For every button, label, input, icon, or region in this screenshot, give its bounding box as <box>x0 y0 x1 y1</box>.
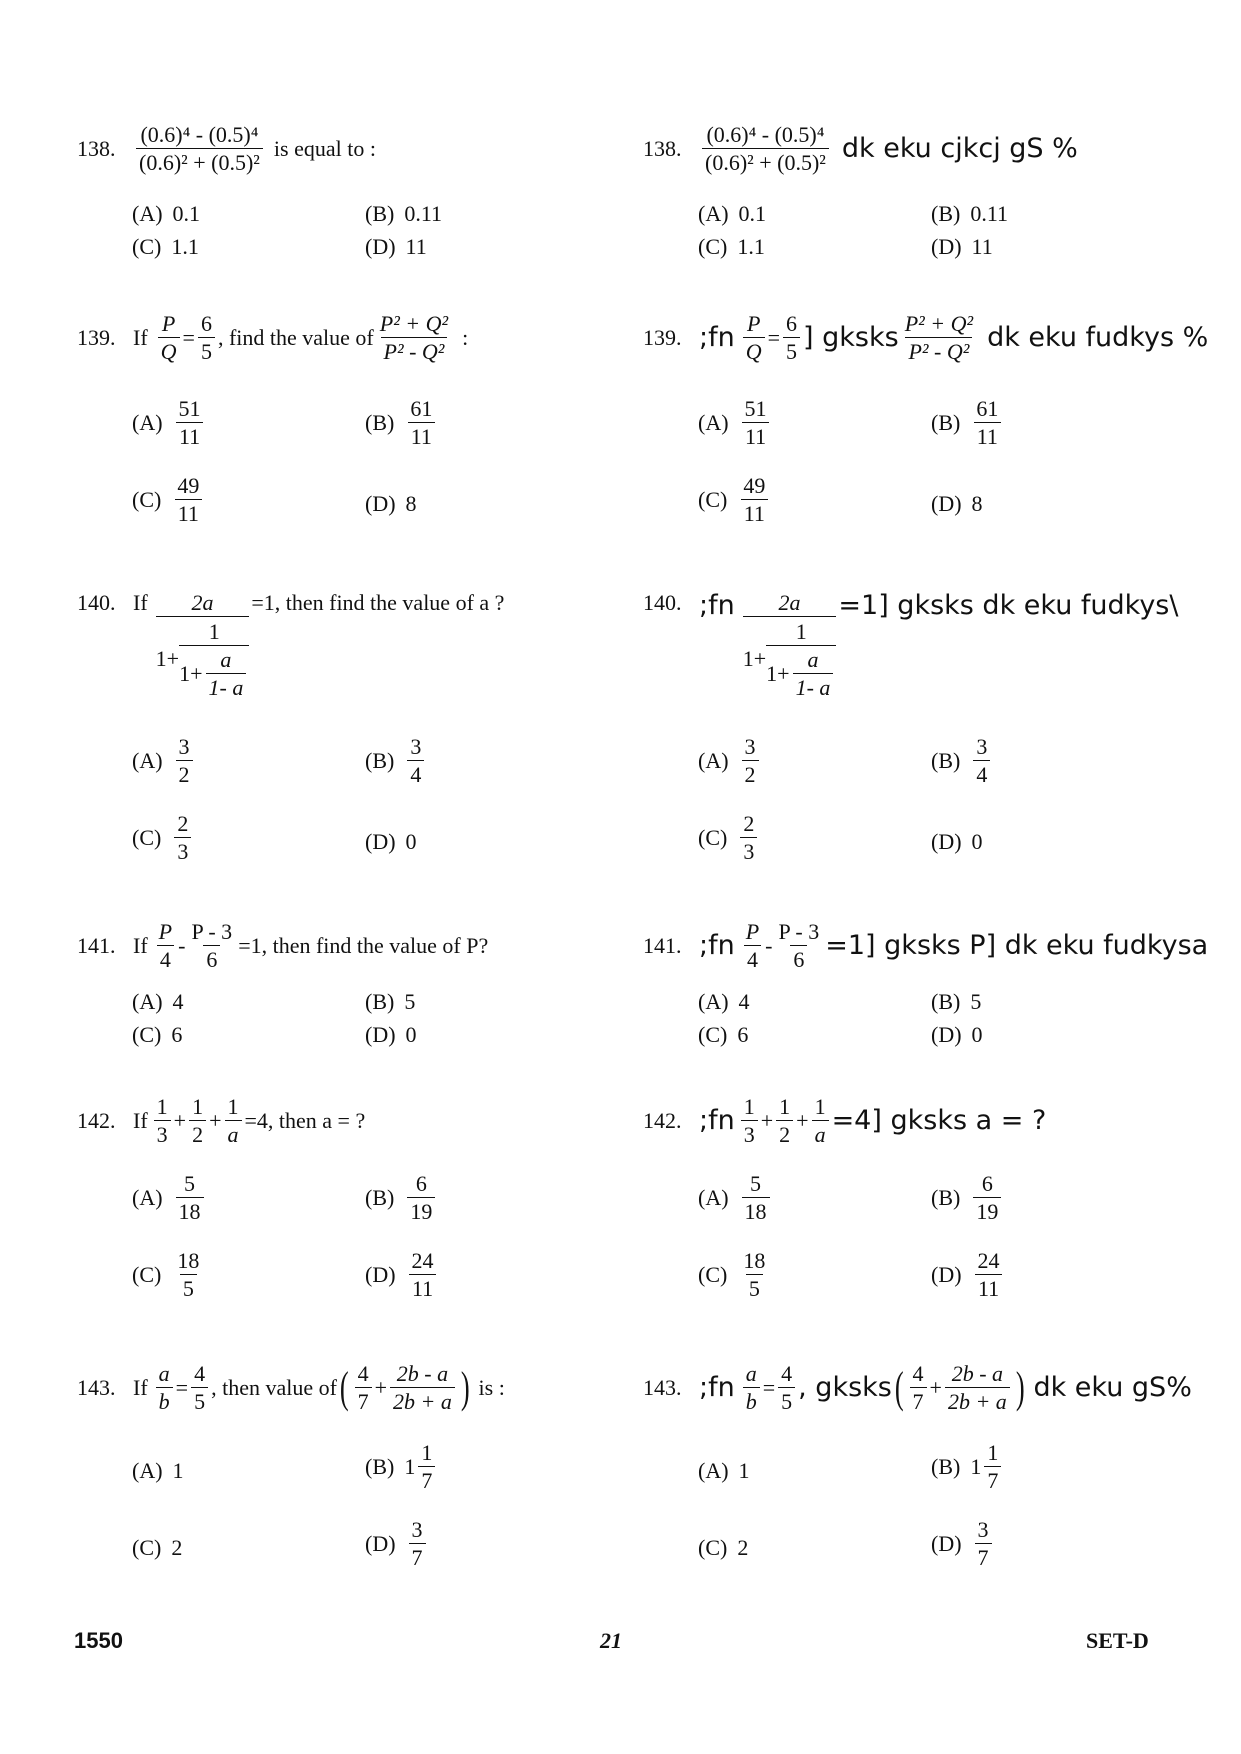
option-b[interactable]: (B) 5 <box>931 989 982 1014</box>
option-b[interactable]: (B) $\frac{61}{11}$ <box>365 397 438 448</box>
question-stem: 142. ;fn $\frac{1}{3}$ + $\frac{1}{2}$ + $\frac{1}{a}$ =4] gksks a = ? <box>643 1094 1047 1148</box>
option-c[interactable]: (C) 2 <box>698 1535 749 1560</box>
option-b[interactable]: (B) $\frac{6}{19}$ <box>931 1172 1004 1223</box>
option-d[interactable]: (D) $\frac{3}{7}$ <box>931 1518 995 1569</box>
option-d[interactable]: (D) 0 <box>365 1022 417 1047</box>
option-d[interactable]: (D) $\frac{3}{7}$ <box>365 1518 429 1569</box>
question-text: is equal to : <box>273 135 376 161</box>
option-c[interactable]: (C) 1.1 <box>698 234 765 259</box>
question-number: 139. <box>643 324 682 350</box>
option-a[interactable]: (A) 1 <box>698 1458 750 1483</box>
option-b[interactable]: (B) $\frac{3}{4}$ <box>931 735 993 786</box>
question-number: 140. <box>643 590 682 615</box>
question-number: 141. <box>643 932 682 958</box>
paper-code: 1550 <box>74 1628 123 1653</box>
page-number: 21 <box>600 1628 622 1653</box>
question-stem: 143. ;fn $\frac{a}{b}$ = $\frac{4}{5}$ , gksks ( $\frac{4}{7}$ + $\frac{2b - a}{2b + a}$ ) dk eku gS% <box>643 1361 1192 1415</box>
question-number: 142. <box>643 1107 682 1133</box>
option-d[interactable]: (D) $\frac{24}{11}$ <box>931 1249 1006 1300</box>
question-number: 142. <box>77 1107 116 1133</box>
option-c[interactable]: (C) 6 <box>698 1022 749 1047</box>
question-number: 139. <box>77 324 116 350</box>
option-d[interactable]: (D) 0 <box>931 829 983 854</box>
option-a[interactable]: (A) 1 <box>132 1458 184 1483</box>
question-stem: 139. ;fn $\frac{P}{Q}$ = $\frac{6}{5}$ ] gksks $\frac{\text{P² + Q²}}{\text{P² - Q²}}$ dk eku fudkys % <box>643 311 1209 365</box>
option-a[interactable]: (A) 4 <box>132 989 184 1014</box>
option-c[interactable]: (C) $\frac{49}{11}$ <box>698 474 771 525</box>
option-b[interactable]: (B) $\frac{61}{11}$ <box>931 397 1004 448</box>
question-stem <box>77 123 376 174</box>
question-number: 143. <box>643 1374 682 1400</box>
question-stem: 142. If $\frac{1}{3}$ + $\frac{1}{2}$ + $\frac{1}{a}$ =4, then a = ? <box>77 1094 366 1148</box>
option-b[interactable]: (B) 0.11 <box>931 201 1009 226</box>
option-d[interactable]: (D) 0 <box>931 1022 983 1047</box>
option-c[interactable]: (C) $\frac{2}{3}$ <box>698 812 760 863</box>
option-a[interactable]: (A) $\frac{51}{11}$ <box>698 397 773 448</box>
option-d[interactable]: (D) 8 <box>365 491 417 516</box>
nested-fraction: 2a 1+ 1 1+ $\frac{a}{1- a}$ <box>743 590 837 699</box>
option-d[interactable]: (D) 8 <box>931 491 983 516</box>
option-b[interactable]: (B) 0.11 <box>365 201 443 226</box>
option-d[interactable]: (D) $\frac{24}{11}$ <box>365 1249 440 1300</box>
question-stem: 138. $\frac{\text{(0.6)⁴ - (0.5)⁴}}{\text{(0.6)² + (0.5)²}}$ dk eku cjkcj gS % <box>643 122 1078 176</box>
option-a[interactable]: (A) $\frac{51}{11}$ <box>132 397 207 448</box>
option-b[interactable]: (B) 5 <box>365 989 416 1014</box>
option-c[interactable]: (C) $\frac{49}{11}$ <box>132 474 205 525</box>
option-d[interactable]: (D) 11 <box>365 234 427 259</box>
question-stem: 140. ;fn 2a 1+ 1 1+ $\frac{a}{1- a}$ =1] gksks dk eku fudkys\ <box>643 590 1179 701</box>
option-a[interactable]: (A) 0.1 <box>132 201 201 226</box>
option-a[interactable]: (A) 0.1 <box>698 201 767 226</box>
option-b[interactable]: (B) $\frac{6}{19}$ <box>365 1172 438 1223</box>
hindi-column <box>566 0 1209 1754</box>
set-label: SET-D <box>1086 1628 1149 1653</box>
option-c[interactable]: (C) 1.1 <box>132 234 199 259</box>
nested-fraction: 2a 1+ 1 1+ $\frac{a}{1- a}$ <box>156 590 250 699</box>
question-stem: 141. ;fn $\frac{P}{4}$ - $\frac{P - 3}{6}$ =1] gksks P] dk eku fudkysa <box>643 919 1209 973</box>
question-number: 143. <box>77 1374 116 1400</box>
option-b[interactable]: (B) 1 $\frac{1}{7}$ <box>931 1441 1004 1492</box>
option-c[interactable]: (C) $\frac{18}{5}$ <box>132 1248 200 1302</box>
question-stem: 139. If $\frac{P}{Q}$ = $\frac{6}{5}$ , find the value of $\frac{\text{P² + Q²}}{\text{P² - Q²}}$ : <box>77 311 469 365</box>
option-a[interactable]: (A) $\frac{3}{2}$ <box>698 735 762 786</box>
option-b[interactable]: (B) $\frac{3}{4}$ <box>365 735 427 786</box>
option-c[interactable]: (C) $\frac{2}{3}$ <box>132 812 194 863</box>
option-c[interactable]: (C) 2 <box>132 1535 183 1560</box>
option-b[interactable]: (B) 1 $\frac{1}{7}$ <box>365 1441 438 1492</box>
question-stem: 143. If $\frac{a}{b}$ = $\frac{4}{5}$ , then value of ( $\frac{4}{7}$ + $\frac{2b - a}{2b + a}$ ) is : <box>77 1361 505 1415</box>
option-a[interactable]: (A) 4 <box>698 989 750 1014</box>
option-a[interactable]: (A) $\frac{5}{18}$ <box>698 1172 773 1223</box>
question-number: 141. <box>77 932 116 958</box>
option-d[interactable]: (D) 11 <box>931 234 993 259</box>
question-stem: 141. If $\frac{P}{4}$ - $\frac{P - 3}{6}$ =1, then find the value of P? <box>77 919 489 973</box>
question-number: 140. <box>77 590 116 615</box>
question-number: 138. <box>77 135 116 161</box>
question-number: 138. <box>643 135 682 161</box>
expression-fraction: $\frac{\text{(0.6)⁴ - (0.5)⁴}}{\text{(0.6)² + (0.5)²}}$ <box>136 123 263 174</box>
option-a[interactable]: (A) $\frac{3}{2}$ <box>132 735 196 786</box>
option-c[interactable]: (C) $\frac{18}{5}$ <box>698 1248 766 1302</box>
option-d[interactable]: (D) 0 <box>365 829 417 854</box>
option-a[interactable]: (A) $\frac{5}{18}$ <box>132 1172 207 1223</box>
english-column <box>0 0 560 1754</box>
option-c[interactable]: (C) 6 <box>132 1022 183 1047</box>
question-stem: 140. If 2a 1+ 1 1+ $\frac{a}{1- a}$ =1, then find the value of a ? <box>77 590 505 701</box>
